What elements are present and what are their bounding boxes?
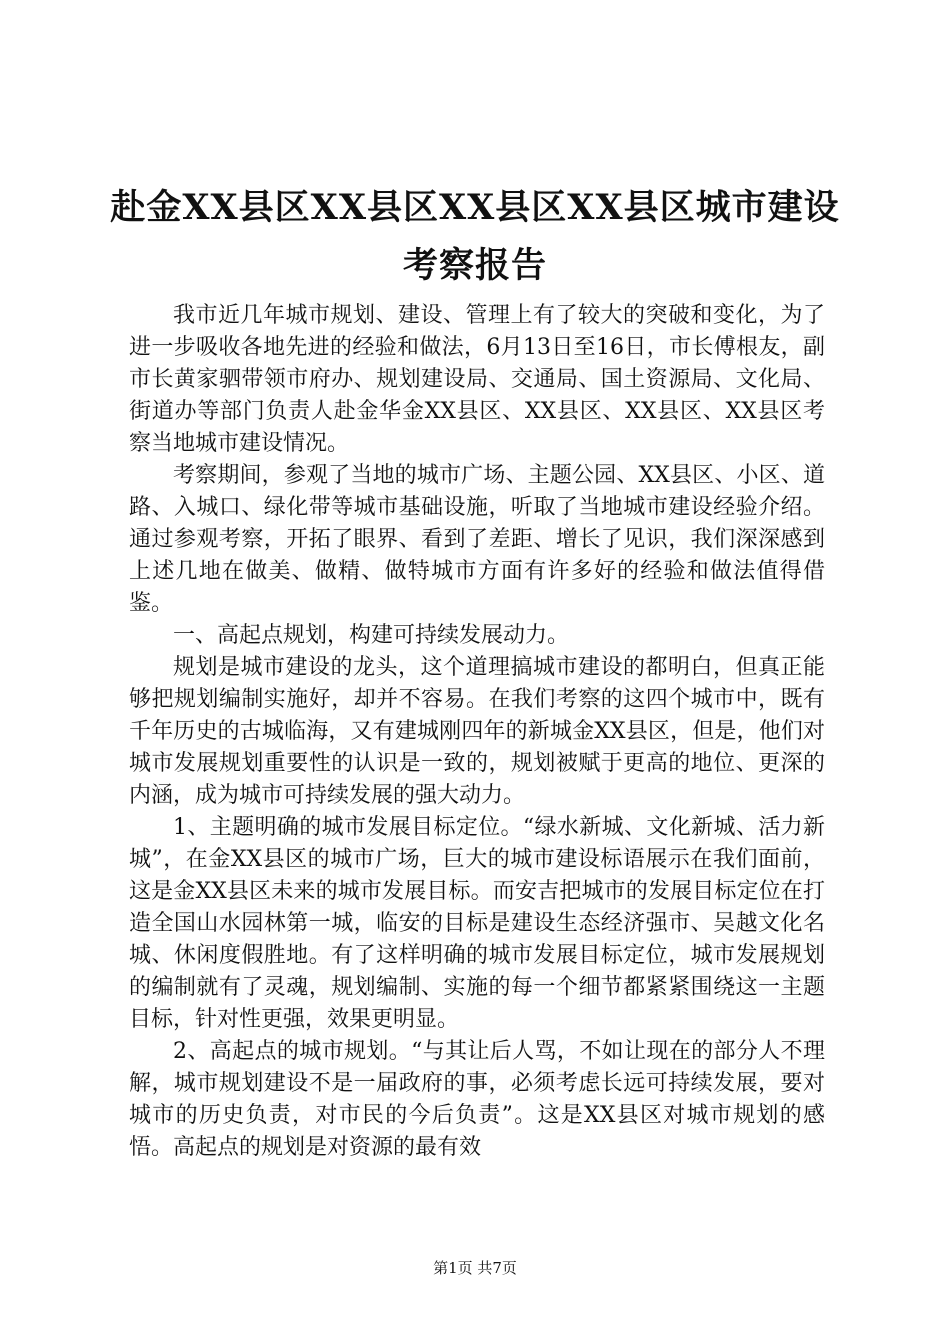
paragraph: 2、高起点的城市规划。“与其让后人骂，不如让现在的部分人不理解，城市规划建设不是一届政府的事，必须考虑长远可持续发展，要对城市的历史负责，对市民的今后负责”。这是XX县区对城市规划的感悟。高起点的规划是对资源的最有效 [129, 1039, 825, 1160]
page-footer: 第1页 共7页 [433, 1259, 517, 1277]
section-heading: 一、高起点规划，构建可持续发展动力。 [173, 623, 570, 648]
paragraph: 我市近几年城市规划、建设、管理上有了较大的突破和变化，为了进一步吸收各地先进的经验和做法，6月13日至16日，市长傅根友，副市长黄家驷带领市府办、规划建设局、交通局、国土资源局、文化局、街道办等部门负责人赴金华金XX县区、XX县区、XX县区、XX县区考察当地城市建设情况。 [129, 303, 825, 456]
paragraph: 1、主题明确的城市发展目标定位。“绿水新城、文化新城、活力新城”，在金XX县区的城市广场，巨大的城市建设标语展示在我们面前，这是金XX县区未来的城市发展目标。而安吉把城市的发展目标定位在打造全国山水园林第一城，临安的目标是建设生态经济强市、吴越文化名城、休闲度假胜地。有了这样明确的城市发展目标定位，城市发展规划的编制就有了灵魂，规划编制、实施的每一个细节都紧紧围绕这一主题目标，针对性更强，效果更明显。 [129, 815, 825, 1032]
document-body [129, 300, 825, 1164]
document-title-line-2: 考察报告 [402, 245, 547, 286]
paragraph: 考察期间，参观了当地的城市广场、主题公园、XX县区、小区、道路、入城口、绿化带等城市基础设施，听取了当地城市建设经验介绍。通过参观考察，开拓了眼界、看到了差距、增长了见识，我们深深感到上述几地在做美、做精、做特城市方面有许多好的经验和做法值得借鉴。 [129, 463, 825, 616]
document-title-line-1: 赴金XX县区XX县区XX县区XX县区城市建设 [110, 187, 840, 228]
paragraph: 规划是城市建设的龙头，这个道理搞城市建设的都明白，但真正能够把规划编制实施好，却并不容易。在我们考察的这四个城市中，既有千年历史的古城临海，又有建城刚四年的新城金XX县区，但是，他们对城市发展规划重要性的认识是一致的，规划被赋于更高的地位、更深的内涵，成为城市可持续发展的强大动力。 [129, 655, 825, 808]
